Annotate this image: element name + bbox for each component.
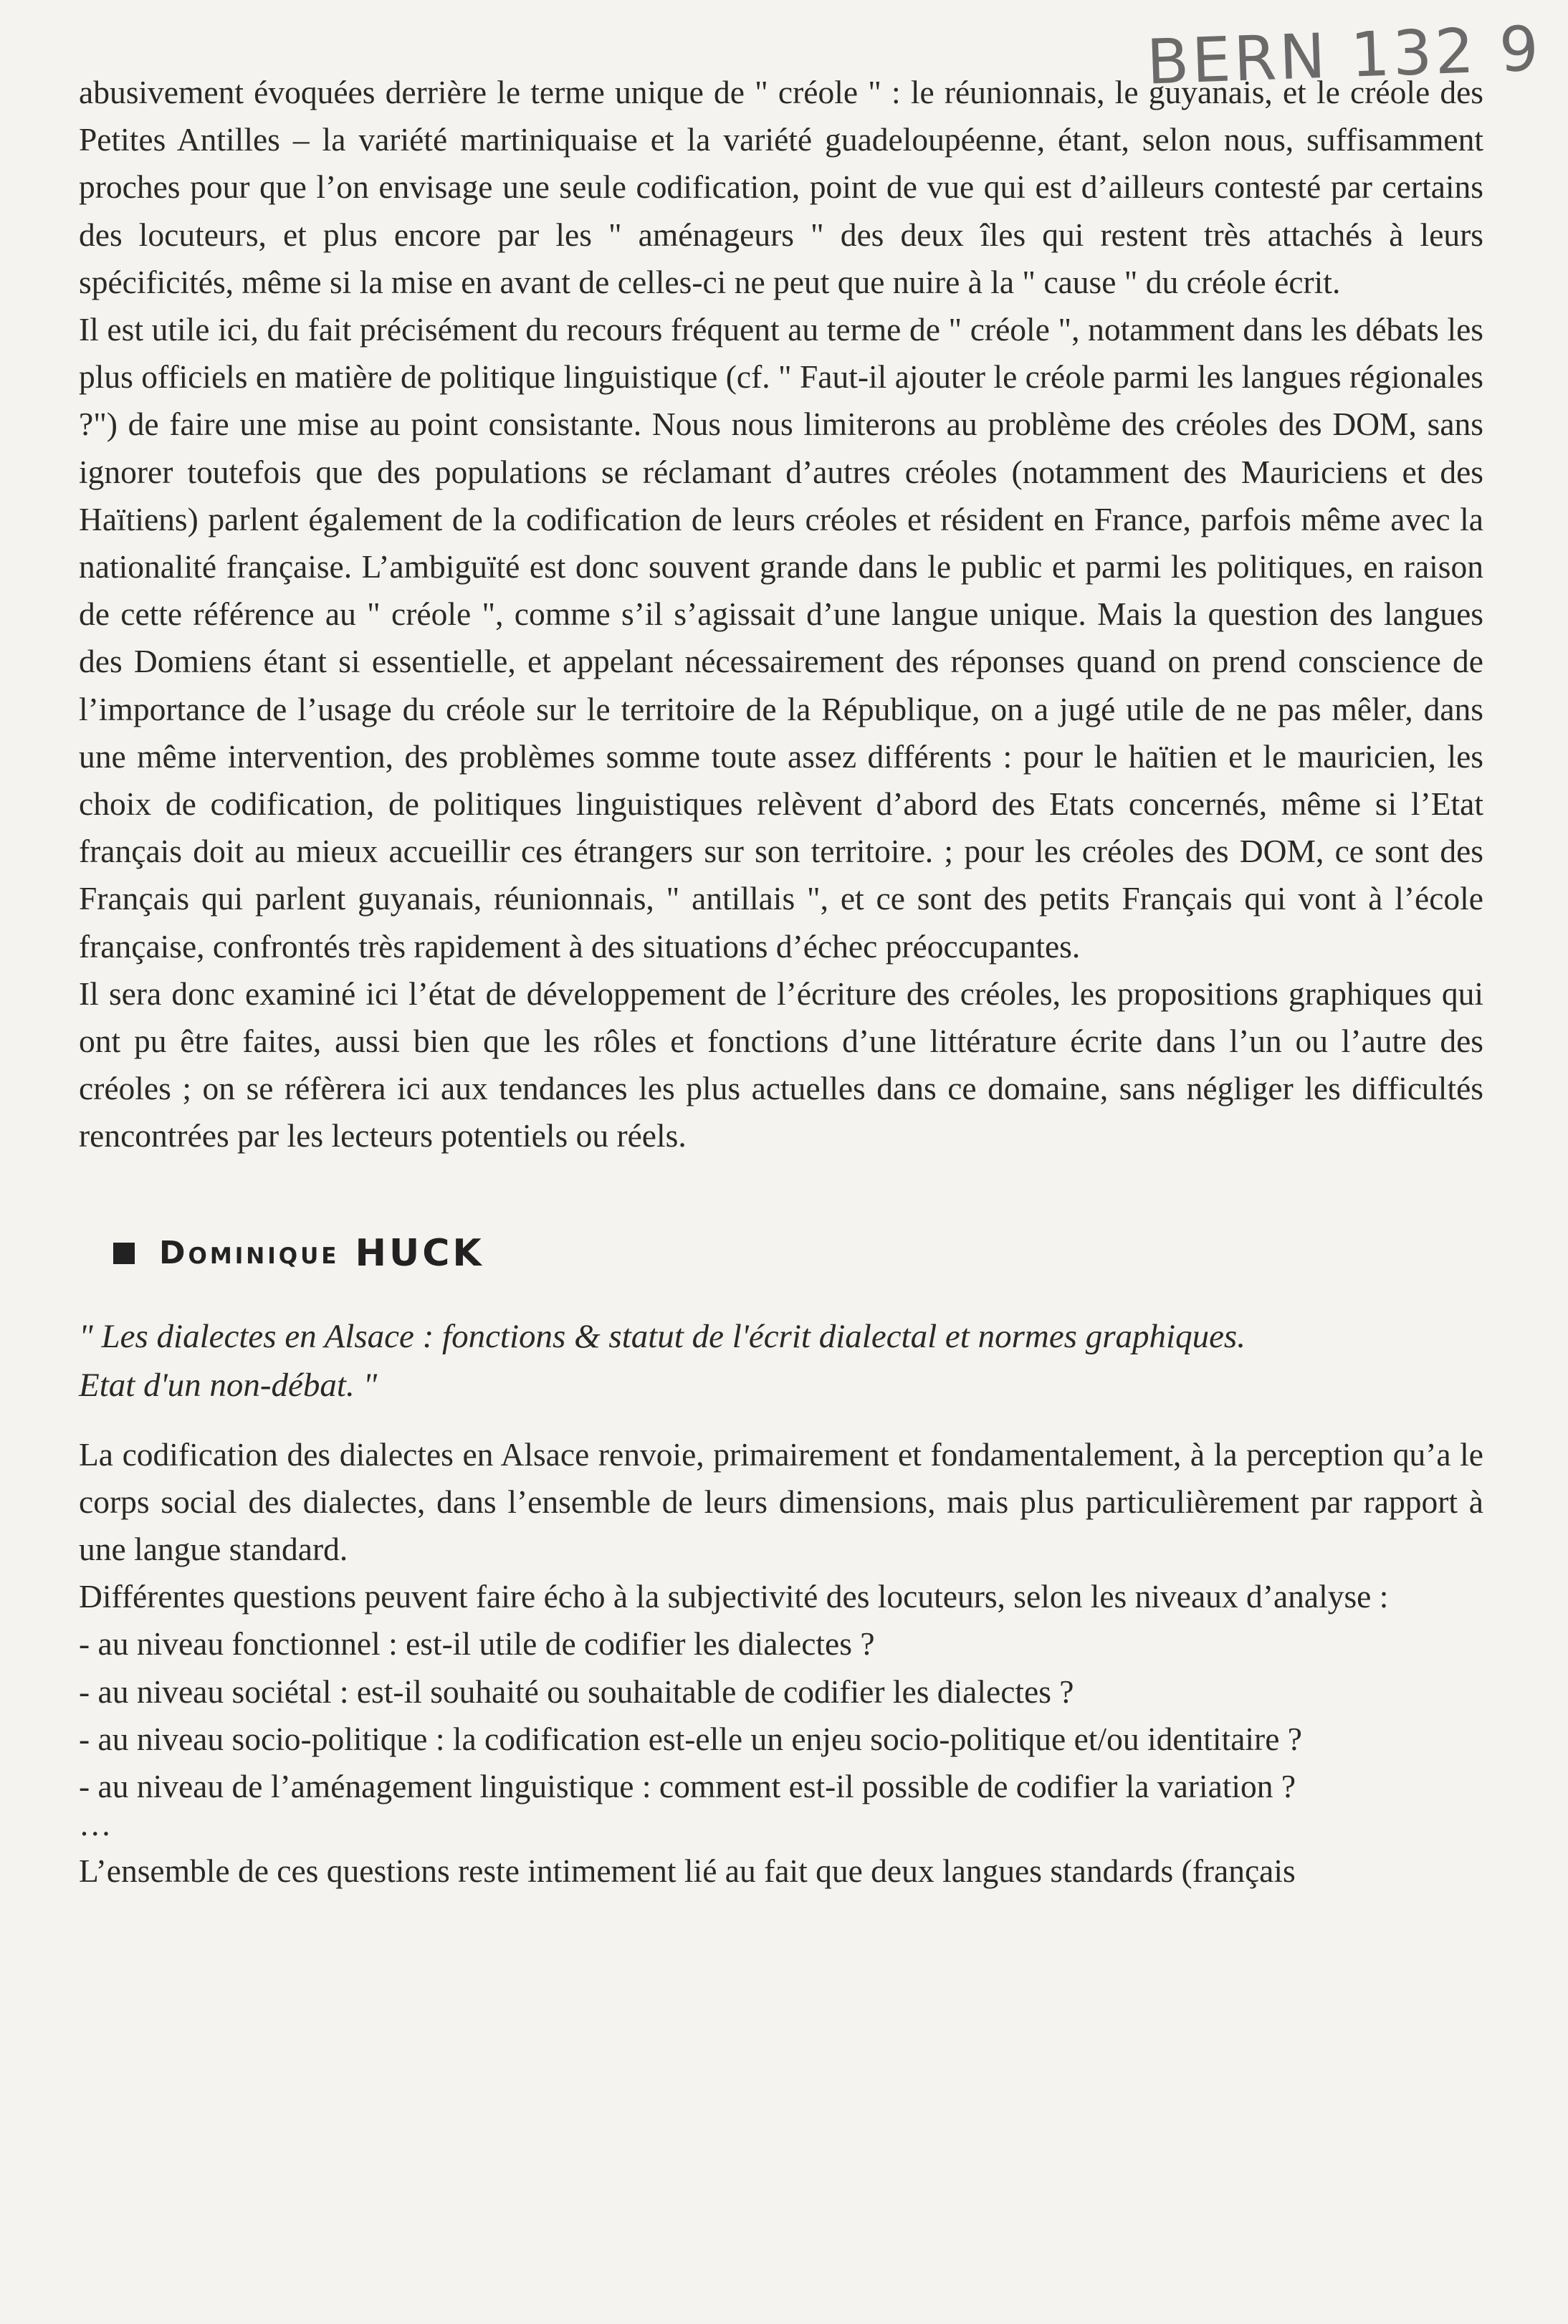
closing-paragraph: L’ensemble de ces questions reste intimement lié au fait que deux langues standards (français — [79, 1852, 1296, 1890]
author-first-name: Dominique — [159, 1235, 340, 1272]
body-paragraph: Différentes questions peuvent faire écho à la subjectivité des locuteurs, selon les niveaux d’analyse : — [79, 1578, 1389, 1615]
bullet-square-icon — [113, 1243, 135, 1264]
question-item: - au niveau de l’aménagement linguistique : comment est-il possible de codifier la variation ? — [79, 1768, 1296, 1805]
question-item: - au niveau socio-politique : la codification est-elle un enjeu socio-politique et/ou identitaire ? — [79, 1720, 1302, 1757]
intro-paragraph: Il sera donc examiné ici l’état de développement de l’écriture des créoles, les propositions graphiques qui ont pu être faites, aussi bien que les rôles et fonctions d’une littérature écrite dans l’un ou l’autre des créoles ; on se réfèrera ici aux tendances les plus actuelles dans ce domaine, sans négliger les difficultés rencontrées par les lecteurs potentiels ou réels. — [79, 975, 1483, 1154]
question-item: - au niveau fonctionnel : est-il utile de codifier les dialectes ? — [79, 1625, 875, 1663]
article-title-line2: Etat d'un non-débat. " — [79, 1366, 378, 1404]
handwritten-annotation: BERN 132 9 — [1145, 13, 1543, 99]
ellipsis: … — [79, 1806, 112, 1843]
body-paragraph: La codification des dialectes en Alsace renvoie, primairement et fondamentalement, à la perception qu’a le corps social des dialectes, dans l’ensemble de leurs dimensions, mais plus particulièrement par rapport à une langue standard. — [79, 1435, 1483, 1568]
question-item: - au niveau sociétal : est-il souhaité ou souhaitable de codifier les dialectes ? — [79, 1673, 1074, 1710]
article-title-line1: " Les dialectes en Alsace : fonctions & statut de l'écrit dialectal et normes graphiques. — [79, 1317, 1246, 1355]
author-heading — [79, 1232, 1483, 1275]
page-body — [79, 69, 1483, 1895]
author-last-name: HUCK — [355, 1231, 484, 1275]
intro-paragraph: abusivement évoquées derrière le terme unique de " créole " : le réunionnais, le guyanais, et le créole des Petites Antilles – la variété martiniquaise et la variété guadeloupéenne, étant, selon nous, suffisamment proches pour que l’on envisage une seule codification, point de vue qui est d’ailleurs contesté par certains des locuteurs, et plus encore par les " aménageurs " des deux îles qui restent très attachés à leurs spécificités, même si la mise en avant de celles-ci ne peut que nuire à la " cause " du créole écrit. — [79, 74, 1483, 300]
article-title — [79, 1312, 1483, 1410]
intro-paragraph: Il est utile ici, du fait précisément du recours fréquent au terme de " créole ", notamment dans les débats les plus officiels en matière de politique linguistique (cf. " Faut-il ajouter le créole parmi les langues régionales ?") de faire une mise au point consistante. Nous nous limiterons au problème des créoles des DOM, sans ignorer toutefois que des populations se réclamant d’autres créoles (notamment des Mauriciens et des Haïtiens) parlent également de la codification de leurs créoles et résident en France, parfois même avec la nationalité française. L’ambiguïté est donc souvent grande dans le public et parmi les politiques, en raison de cette référence au " créole ", comme s’il s’agissait d’une langue unique. Mais la question des langues des Domiens étant si essentielle, et appelant nécessairement des réponses quand on prend conscience de l’importance de l’usage du créole sur le territoire de la République, on a jugé utile de ne pas mêler, dans une même intervention, des problèmes somme toute assez différents : pour le haïtien et le mauricien, les choix de codification, de politiques linguistiques relèvent d’abord des Etats concernés, même si l’Etat français doit au mieux accueillir ces étrangers sur son territoire. ; pour les créoles des DOM, ce sont des Français qui parlent guyanais, réunionnais, " antillais ", et ce sont des petits Français qui vont à l’école française, confrontés très rapidement à des situations d’échec préoccupantes. — [79, 311, 1483, 965]
